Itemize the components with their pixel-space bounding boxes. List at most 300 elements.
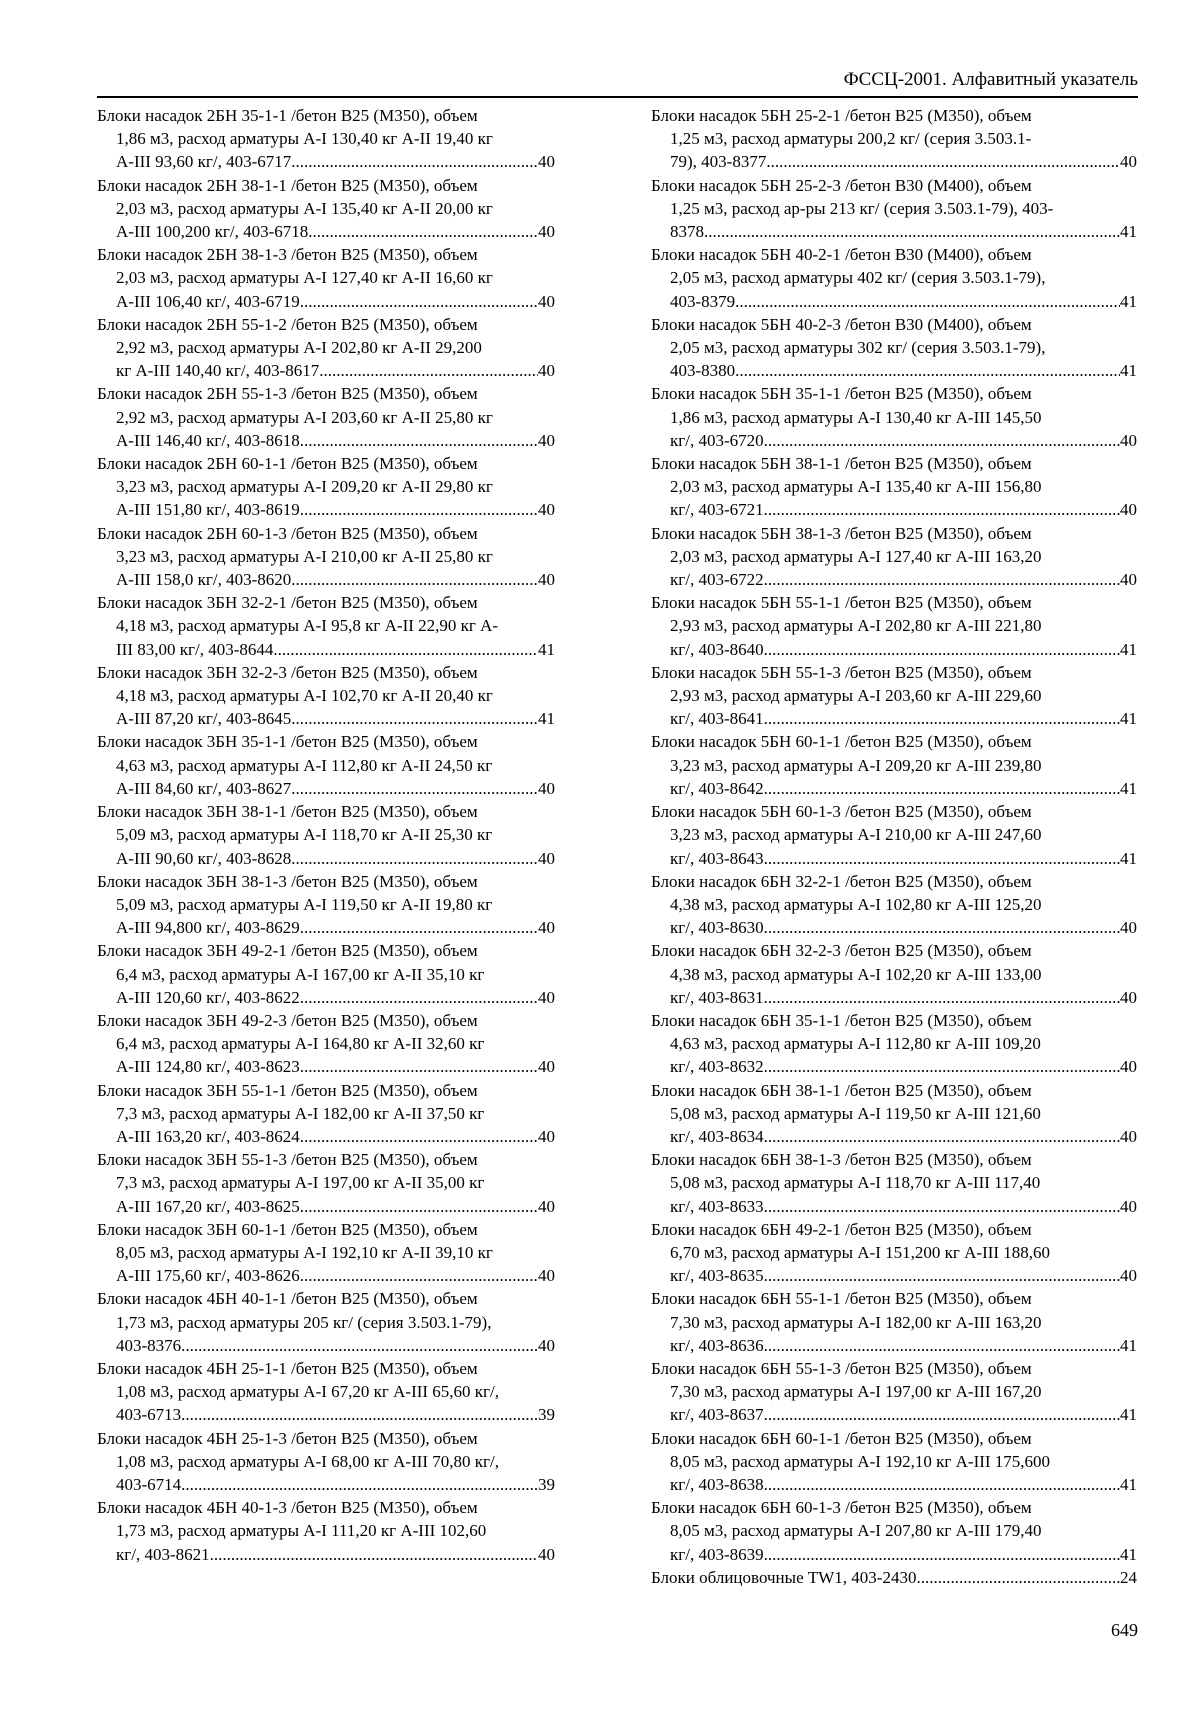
dot-leader	[764, 1403, 1120, 1426]
index-entry	[651, 313, 1137, 383]
dot-leader	[764, 1125, 1120, 1148]
index-entry	[97, 452, 555, 522]
index-entry	[97, 939, 555, 1009]
entry-last-line	[651, 986, 1137, 1009]
header-title: ФССЦ-2001. Алфавитный указатель	[843, 69, 1138, 90]
entry-page-ref: 40	[538, 778, 555, 798]
dot-leader	[291, 568, 538, 591]
entry-text: кг/, 403-8621	[116, 1544, 210, 1564]
entry-line: Блоки насадок 4БН 25-1-1 /бетон В25 (М350), объем	[97, 1358, 478, 1378]
dot-leader	[300, 1264, 538, 1287]
entry-page-ref: 41	[1120, 709, 1137, 729]
entry-line: 8,05 м3, расход арматуры А-I 192,10 кг А-II 39,10 кг	[116, 1242, 493, 1262]
dot-leader	[291, 707, 538, 730]
entry-page-ref: 40	[538, 222, 555, 242]
left-column	[97, 104, 555, 1566]
entry-line: 6,4 м3, расход арматуры А-I 167,00 кг А-II 35,10 кг	[116, 964, 485, 984]
entry-text: А-III 167,20 кг/, 403-8625	[116, 1196, 300, 1216]
index-entry	[97, 1496, 555, 1566]
entry-line: Блоки насадок 5БН 60-1-1 /бетон В25 (М350), объем	[651, 732, 1032, 752]
entry-line: 1,73 м3, расход арматуры 205 кг/ (серия 3.503.1-79),	[116, 1312, 492, 1332]
entry-last-line	[651, 568, 1137, 591]
entry-line: 4,38 м3, расход арматуры А-I 102,20 кг А-III 133,00	[670, 964, 1042, 984]
entry-text: кг/, 403-6722	[670, 570, 764, 590]
index-entry	[97, 1287, 555, 1357]
index-entry	[97, 1079, 555, 1149]
entry-line: 3,23 м3, расход арматуры А-I 210,00 кг А-II 25,80 кг	[116, 546, 493, 566]
entry-last-line	[97, 1334, 555, 1357]
entry-page-ref: 40	[538, 848, 555, 868]
dot-leader	[766, 150, 1120, 173]
entry-page-ref: 39	[538, 1405, 555, 1425]
entry-page-ref: 39	[538, 1474, 555, 1494]
entry-last-line	[97, 1543, 555, 1566]
entry-last-line	[651, 1264, 1137, 1287]
index-entry	[97, 313, 555, 383]
entry-text: кг/, 403-8635	[670, 1266, 764, 1286]
entry-line: Блоки насадок 5БН 35-1-1 /бетон В25 (М350), объем	[651, 384, 1032, 404]
index-entry	[651, 1427, 1137, 1497]
entry-last-line	[651, 1195, 1137, 1218]
dot-leader	[300, 986, 538, 1009]
index-entry	[651, 104, 1137, 174]
entry-line: 2,93 м3, расход арматуры А-I 202,80 кг А-III 221,80	[670, 616, 1042, 636]
dot-leader	[764, 498, 1120, 521]
entry-line: 1,25 м3, расход арматуры 200,2 кг/ (серия 3.503.1-	[670, 129, 1032, 149]
index-entry	[651, 1148, 1137, 1218]
entry-last-line	[651, 290, 1137, 313]
entry-line: Блоки насадок 6БН 60-1-1 /бетон В25 (М350), объем	[651, 1428, 1032, 1448]
index-entry	[97, 1427, 555, 1497]
index-entry	[97, 730, 555, 800]
entry-line: Блоки насадок 2БН 38-1-3 /бетон В25 (М350), объем	[97, 245, 478, 265]
index-entry	[651, 939, 1137, 1009]
dot-leader	[735, 359, 1120, 382]
entry-line: Блоки насадок 5БН 55-1-1 /бетон В25 (М350), объем	[651, 593, 1032, 613]
dot-leader	[300, 1125, 538, 1148]
entry-line: Блоки насадок 5БН 38-1-3 /бетон В25 (М350), объем	[651, 523, 1032, 543]
entry-text: А-III 84,60 кг/, 403-8627	[116, 778, 292, 798]
entry-line: Блоки насадок 3БН 38-1-1 /бетон В25 (М350), объем	[97, 802, 478, 822]
entry-page-ref: 40	[538, 1057, 555, 1077]
dot-leader	[764, 1055, 1120, 1078]
entry-line: 2,03 м3, расход арматуры А-I 127,40 кг А-II 16,60 кг	[116, 268, 493, 288]
index-entry	[97, 1009, 555, 1079]
dot-leader	[916, 1566, 1120, 1589]
entry-page-ref: 40	[1120, 500, 1137, 520]
entry-line: Блоки насадок 3БН 38-1-3 /бетон В25 (М350), объем	[97, 871, 478, 891]
entry-last-line	[651, 150, 1137, 173]
index-entry	[97, 104, 555, 174]
index-entry	[651, 1566, 1137, 1589]
entry-text: кг А-III 140,40 кг/, 403-8617	[116, 361, 320, 381]
entry-line: 2,93 м3, расход арматуры А-I 203,60 кг А-III 229,60	[670, 686, 1042, 706]
entry-line: 4,38 м3, расход арматуры А-I 102,80 кг А-III 125,20	[670, 894, 1042, 914]
index-entry	[97, 174, 555, 244]
entry-last-line	[651, 429, 1137, 452]
entry-text: кг/, 403-8637	[670, 1405, 764, 1425]
entry-line: Блоки насадок 6БН 38-1-3 /бетон В25 (М350), объем	[651, 1150, 1032, 1170]
entry-last-line	[651, 1473, 1137, 1496]
dot-leader	[764, 707, 1120, 730]
entry-page-ref: 41	[1120, 778, 1137, 798]
entry-text: А-III 93,60 кг/, 403-6717	[116, 152, 292, 172]
index-entry	[651, 661, 1137, 731]
entry-text: кг/, 403-8636	[670, 1335, 764, 1355]
index-entry	[651, 870, 1137, 940]
entry-page-ref: 40	[1120, 1266, 1137, 1286]
entry-text: кг/, 403-8631	[670, 987, 764, 1007]
index-entry	[97, 1357, 555, 1427]
entry-last-line	[651, 707, 1137, 730]
entry-text: кг/, 403-8639	[670, 1544, 764, 1564]
entry-line: Блоки насадок 5БН 60-1-3 /бетон В25 (М350), объем	[651, 802, 1032, 822]
entry-line: 1,08 м3, расход арматуры А-I 67,20 кг А-III 65,60 кг/,	[116, 1382, 500, 1402]
dot-leader	[704, 220, 1120, 243]
entry-last-line	[97, 1473, 555, 1496]
dot-leader	[300, 290, 538, 313]
entry-last-line	[97, 777, 555, 800]
entry-page-ref: 40	[538, 291, 555, 311]
entry-last-line	[97, 568, 555, 591]
dot-leader	[181, 1473, 538, 1496]
dot-leader	[764, 568, 1120, 591]
index-entry	[97, 382, 555, 452]
entry-text: А-III 158,0 кг/, 403-8620	[116, 570, 292, 590]
entry-page-ref: 40	[538, 987, 555, 1007]
entry-last-line	[651, 1334, 1137, 1357]
entry-page-ref: 41	[1120, 222, 1137, 242]
dot-leader	[273, 638, 538, 661]
dot-leader	[764, 847, 1120, 870]
entry-last-line	[97, 1264, 555, 1287]
entry-text: кг/, 403-8632	[670, 1057, 764, 1077]
entry-text: кг/, 403-8641	[670, 709, 764, 729]
entry-last-line	[651, 1403, 1137, 1426]
entry-text: кг/, 403-8643	[670, 848, 764, 868]
entry-line: 4,18 м3, расход арматуры А-I 102,70 кг А-II 20,40 кг	[116, 686, 493, 706]
entry-last-line	[651, 777, 1137, 800]
entry-line: Блоки насадок 3БН 49-2-1 /бетон В25 (М350), объем	[97, 941, 478, 961]
dot-leader	[735, 290, 1120, 313]
dot-leader	[764, 986, 1120, 1009]
entry-last-line	[97, 847, 555, 870]
entry-last-line	[97, 498, 555, 521]
entry-last-line	[97, 916, 555, 939]
entry-page-ref: 40	[538, 1544, 555, 1564]
entry-line: 4,18 м3, расход арматуры А-I 95,8 кг А-II 22,90 кг А-	[116, 616, 499, 636]
entry-line: Блоки насадок 6БН 49-2-1 /бетон В25 (М350), объем	[651, 1219, 1032, 1239]
header-rule	[97, 96, 1138, 98]
entry-page-ref: 40	[1120, 570, 1137, 590]
index-entry	[97, 591, 555, 661]
entry-line: 2,92 м3, расход арматуры А-I 202,80 кг А-II 29,200	[116, 338, 482, 358]
index-entry	[651, 1218, 1137, 1288]
entry-line: 1,25 м3, расход ар-ры 213 кг/ (серия 3.503.1-79), 403-	[670, 198, 1054, 218]
entry-line: Блоки насадок 3БН 55-1-3 /бетон В25 (М350), объем	[97, 1150, 478, 1170]
entry-last-line	[651, 1125, 1137, 1148]
entry-line: 3,23 м3, расход арматуры А-I 209,20 кг А-III 239,80	[670, 755, 1042, 775]
entry-page-ref: 40	[538, 570, 555, 590]
entry-page-ref: 41	[1120, 1405, 1137, 1425]
dot-leader	[300, 1195, 538, 1218]
index-entry	[651, 174, 1137, 244]
entry-line: Блоки насадок 4БН 40-1-1 /бетон В25 (М350), объем	[97, 1289, 478, 1309]
entry-text: А-III 100,200 кг/, 403-6718	[116, 222, 309, 242]
dot-leader	[291, 777, 538, 800]
entry-text: 403-8379	[670, 291, 736, 311]
index-entry	[651, 730, 1137, 800]
entry-text: кг/, 403-8638	[670, 1474, 764, 1494]
entry-page-ref: 40	[538, 361, 555, 381]
entry-page-ref: 40	[1120, 1126, 1137, 1146]
entry-page-ref: 41	[538, 709, 555, 729]
entry-last-line	[97, 359, 555, 382]
entry-last-line	[97, 986, 555, 1009]
entry-last-line	[651, 1055, 1137, 1078]
entry-last-line	[97, 290, 555, 313]
entry-last-line	[97, 150, 555, 173]
entry-line: 2,05 м3, расход арматуры 402 кг/ (серия 3.503.1-79),	[670, 268, 1046, 288]
entry-page-ref: 40	[1120, 430, 1137, 450]
entry-line: 5,09 м3, расход арматуры А-I 119,50 кг А-II 19,80 кг	[116, 894, 493, 914]
entry-text: А-III 90,60 кг/, 403-8628	[116, 848, 292, 868]
dot-leader	[300, 916, 538, 939]
entry-line: 6,4 м3, расход арматуры А-I 164,80 кг А-II 32,60 кг	[116, 1034, 485, 1054]
entry-text: кг/, 403-6720	[670, 430, 764, 450]
entry-line: 2,03 м3, расход арматуры А-I 135,40 кг А-II 20,00 кг	[116, 198, 493, 218]
entry-page-ref: 41	[1120, 1335, 1137, 1355]
entry-line: 8,05 м3, расход арматуры А-I 207,80 кг А-III 179,40	[670, 1521, 1042, 1541]
index-entry	[97, 1218, 555, 1288]
index-entry	[97, 243, 555, 313]
entry-line: 1,08 м3, расход арматуры А-I 68,00 кг А-III 70,80 кг/,	[116, 1451, 500, 1471]
dot-leader	[764, 916, 1120, 939]
entry-text: III 83,00 кг/, 403-8644	[116, 639, 274, 659]
entry-page-ref: 40	[538, 1266, 555, 1286]
entry-text: А-III 146,40 кг/, 403-8618	[116, 430, 300, 450]
index-entry	[97, 661, 555, 731]
dot-leader	[764, 1543, 1120, 1566]
page-number: 649	[1111, 1620, 1138, 1640]
dot-leader	[300, 429, 538, 452]
index-entry	[651, 382, 1137, 452]
entry-text: А-III 94,800 кг/, 403-8629	[116, 918, 300, 938]
entry-line: Блоки насадок 4БН 40-1-3 /бетон В25 (М350), объем	[97, 1498, 478, 1518]
index-entry	[97, 870, 555, 940]
entry-page-ref: 40	[538, 1335, 555, 1355]
entry-last-line	[97, 1195, 555, 1218]
dot-leader	[764, 1195, 1120, 1218]
entry-line: 3,23 м3, расход арматуры А-I 210,00 кг А-III 247,60	[670, 825, 1042, 845]
entry-line: Блоки насадок 2БН 60-1-1 /бетон В25 (М350), объем	[97, 454, 478, 474]
dot-leader	[764, 1264, 1120, 1287]
entry-page-ref: 40	[538, 430, 555, 450]
entry-page-ref: 41	[538, 639, 555, 659]
entry-page-ref: 41	[1120, 361, 1137, 381]
entry-last-line	[651, 638, 1137, 661]
entry-text: кг/, 403-8634	[670, 1126, 764, 1146]
index-entry	[651, 1009, 1137, 1079]
entry-line: Блоки насадок 5БН 40-2-1 /бетон В30 (М400), объем	[651, 245, 1032, 265]
entry-page-ref: 40	[538, 1126, 555, 1146]
index-entry	[651, 1357, 1137, 1427]
page-header	[97, 68, 1138, 102]
entry-text: кг/, 403-8640	[670, 639, 764, 659]
entry-page-ref: 41	[1120, 1474, 1137, 1494]
dot-leader	[210, 1543, 538, 1566]
entry-text: А-III 151,80 кг/, 403-8619	[116, 500, 300, 520]
index-entry	[651, 1496, 1137, 1566]
entry-page-ref: 41	[1120, 291, 1137, 311]
index-entry	[651, 452, 1137, 522]
entry-text: 403-8376	[116, 1335, 182, 1355]
entry-page-ref: 40	[1120, 918, 1137, 938]
entry-line: 2,05 м3, расход арматуры 302 кг/ (серия 3.503.1-79),	[670, 338, 1046, 358]
entry-line: Блоки насадок 3БН 55-1-1 /бетон В25 (М350), объем	[97, 1080, 478, 1100]
entry-line: 1,86 м3, расход арматуры А-I 130,40 кг А-III 145,50	[670, 407, 1042, 427]
entry-line: 7,3 м3, расход арматуры А-I 182,00 кг А-II 37,50 кг	[116, 1103, 485, 1123]
index-entry	[651, 1287, 1137, 1357]
dot-leader	[291, 847, 538, 870]
dot-leader	[764, 777, 1120, 800]
entry-line: 1,86 м3, расход арматуры А-I 130,40 кг А-II 19,40 кг	[116, 129, 493, 149]
dot-leader	[300, 1055, 538, 1078]
index-entry	[651, 800, 1137, 870]
entry-page-ref: 40	[1120, 987, 1137, 1007]
entry-line: Блоки насадок 6БН 60-1-3 /бетон В25 (М350), объем	[651, 1498, 1032, 1518]
entry-line: 7,3 м3, расход арматуры А-I 197,00 кг А-II 35,00 кг	[116, 1173, 485, 1193]
index-entry	[651, 243, 1137, 313]
entry-last-line	[97, 1403, 555, 1426]
entry-line: 1,73 м3, расход арматуры А-I 111,20 кг А-III 102,60	[116, 1521, 487, 1541]
dot-leader	[300, 498, 538, 521]
entry-last-line	[651, 359, 1137, 382]
entry-line: 4,63 м3, расход арматуры А-I 112,80 кг А-II 24,50 кг	[116, 755, 493, 775]
dot-leader	[764, 1473, 1120, 1496]
entry-text: 8378	[670, 222, 704, 242]
entry-page-ref: 40	[538, 918, 555, 938]
entry-text: кг/, 403-8633	[670, 1196, 764, 1216]
entry-line: 2,03 м3, расход арматуры А-I 127,40 кг А-III 163,20	[670, 546, 1042, 566]
entry-page-ref: 40	[1120, 1057, 1137, 1077]
entry-text: 403-6714	[116, 1474, 182, 1494]
entry-text: А-III 163,20 кг/, 403-8624	[116, 1126, 300, 1146]
entry-text: А-III 87,20 кг/, 403-8645	[116, 709, 292, 729]
entry-line: 7,30 м3, расход арматуры А-I 197,00 кг А-III 167,20	[670, 1382, 1042, 1402]
entry-text: 79), 403-8377	[670, 152, 767, 172]
entry-text: А-III 175,60 кг/, 403-8626	[116, 1266, 300, 1286]
dot-leader	[319, 359, 538, 382]
index-entry	[97, 800, 555, 870]
entry-last-line	[97, 220, 555, 243]
entry-line: Блоки насадок 3БН 32-2-1 /бетон В25 (М350), объем	[97, 593, 478, 613]
right-column	[651, 104, 1137, 1589]
entry-text: Блоки облицовочные TW1, 403-2430	[651, 1567, 917, 1587]
entry-line: Блоки насадок 6БН 55-1-1 /бетон В25 (М350), объем	[651, 1289, 1032, 1309]
entry-line: 8,05 м3, расход арматуры А-I 192,10 кг А-III 175,600	[670, 1451, 1051, 1471]
index-entry	[651, 1079, 1137, 1149]
entry-last-line	[651, 1543, 1137, 1566]
entry-page-ref: 40	[1120, 152, 1137, 172]
entry-text: кг/, 403-8630	[670, 918, 764, 938]
dot-leader	[291, 150, 538, 173]
entry-page-ref: 41	[1120, 639, 1137, 659]
entry-page-ref: 40	[1120, 1196, 1137, 1216]
entry-line: 6,70 м3, расход арматуры А-I 151,200 кг А-III 188,60	[670, 1242, 1051, 1262]
entry-line: Блоки насадок 2БН 55-1-3 /бетон В25 (М350), объем	[97, 384, 478, 404]
dot-leader	[764, 429, 1120, 452]
entry-last-line	[97, 1125, 555, 1148]
entry-text: А-III 120,60 кг/, 403-8622	[116, 987, 300, 1007]
entry-line: Блоки насадок 3БН 32-2-3 /бетон В25 (М350), объем	[97, 662, 478, 682]
entry-text: А-III 124,80 кг/, 403-8623	[116, 1057, 300, 1077]
entry-text: А-III 106,40 кг/, 403-6719	[116, 291, 300, 311]
entry-line: Блоки насадок 6БН 38-1-1 /бетон В25 (М350), объем	[651, 1080, 1032, 1100]
entry-line: 3,23 м3, расход арматуры А-I 209,20 кг А-II 29,80 кг	[116, 477, 493, 497]
entry-last-line	[651, 1566, 1137, 1589]
entry-page-ref: 41	[1120, 848, 1137, 868]
entry-last-line	[97, 638, 555, 661]
entry-page-ref: 40	[538, 152, 555, 172]
entry-line: 7,30 м3, расход арматуры А-I 182,00 кг А-III 163,20	[670, 1312, 1042, 1332]
entry-line: 2,03 м3, расход арматуры А-I 135,40 кг А-III 156,80	[670, 477, 1042, 497]
entry-line: 5,08 м3, расход арматуры А-I 118,70 кг А-III 117,40	[670, 1173, 1041, 1193]
entry-last-line	[651, 847, 1137, 870]
entry-text: 403-6713	[116, 1405, 182, 1425]
index-entry	[651, 591, 1137, 661]
dot-leader	[308, 220, 538, 243]
entry-line: Блоки насадок 2БН 35-1-1 /бетон В25 (М350), объем	[97, 106, 478, 125]
entry-line: Блоки насадок 2БН 55-1-2 /бетон В25 (М350), объем	[97, 314, 478, 334]
entry-line: Блоки насадок 6БН 35-1-1 /бетон В25 (М350), объем	[651, 1010, 1032, 1030]
entry-text: кг/, 403-8642	[670, 778, 764, 798]
entry-line: Блоки насадок 3БН 49-2-3 /бетон В25 (М350), объем	[97, 1010, 478, 1030]
index-entry	[651, 522, 1137, 592]
index-entry	[97, 522, 555, 592]
dot-leader	[764, 1334, 1120, 1357]
entry-line: 4,63 м3, расход арматуры А-I 112,80 кг А-III 109,20	[670, 1034, 1041, 1054]
entry-line: 5,09 м3, расход арматуры А-I 118,70 кг А-II 25,30 кг	[116, 825, 493, 845]
entry-line: Блоки насадок 6БН 55-1-3 /бетон В25 (М350), объем	[651, 1358, 1032, 1378]
entry-page-ref: 40	[538, 500, 555, 520]
entry-last-line	[97, 1055, 555, 1078]
entry-line: Блоки насадок 3БН 60-1-1 /бетон В25 (М350), объем	[97, 1219, 478, 1239]
entry-line: Блоки насадок 5БН 25-2-1 /бетон В25 (М350), объем	[651, 106, 1032, 125]
entry-line: Блоки насадок 6БН 32-2-3 /бетон В25 (М350), объем	[651, 941, 1032, 961]
entry-line: Блоки насадок 6БН 32-2-1 /бетон В25 (М350), объем	[651, 871, 1032, 891]
index-entry	[97, 1148, 555, 1218]
entry-line: Блоки насадок 2БН 60-1-3 /бетон В25 (М350), объем	[97, 523, 478, 543]
entry-page-ref: 24	[1120, 1567, 1137, 1587]
entry-last-line	[651, 498, 1137, 521]
entry-text: 403-8380	[670, 361, 736, 381]
entry-line: Блоки насадок 5БН 38-1-1 /бетон В25 (М350), объем	[651, 454, 1032, 474]
entry-text: кг/, 403-6721	[670, 500, 764, 520]
entry-last-line	[97, 707, 555, 730]
entry-page-ref: 40	[538, 1196, 555, 1216]
entry-line: Блоки насадок 5БН 55-1-3 /бетон В25 (М350), объем	[651, 662, 1032, 682]
entry-line: Блоки насадок 3БН 35-1-1 /бетон В25 (М350), объем	[97, 732, 478, 752]
entry-line: 2,92 м3, расход арматуры А-I 203,60 кг А-II 25,80 кг	[116, 407, 493, 427]
entry-last-line	[651, 220, 1137, 243]
dot-leader	[764, 638, 1120, 661]
entry-last-line	[651, 916, 1137, 939]
entry-page-ref: 41	[1120, 1544, 1137, 1564]
entry-line: Блоки насадок 4БН 25-1-3 /бетон В25 (М350), объем	[97, 1428, 478, 1448]
dot-leader	[181, 1334, 538, 1357]
entry-line: Блоки насадок 5БН 40-2-3 /бетон В30 (М400), объем	[651, 314, 1032, 334]
